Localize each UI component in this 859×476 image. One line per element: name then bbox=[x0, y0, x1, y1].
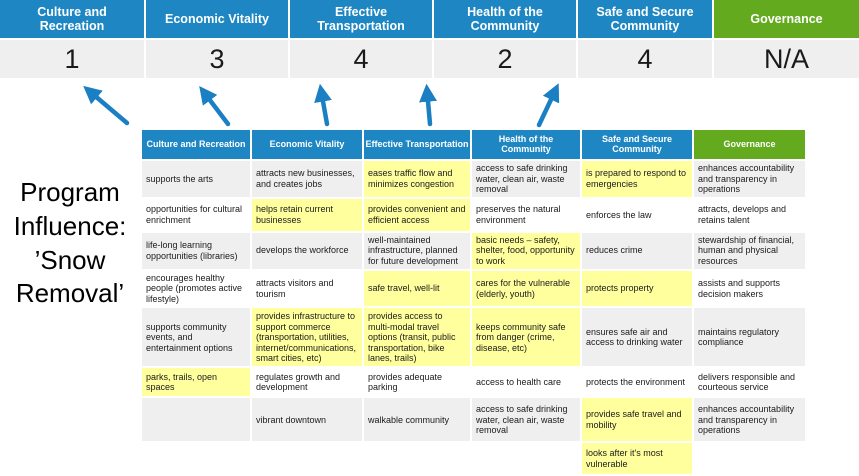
matrix-cell: ensures safe air and access to drinking water bbox=[581, 307, 693, 367]
matrix-cell-highlighted: is prepared to respond to emergencies bbox=[581, 160, 693, 198]
matrix-cell: life-long learning opportunities (libraries) bbox=[141, 232, 251, 270]
matrix-cell: well-maintained infrastructure, planned for future development bbox=[363, 232, 471, 270]
summary-header-health-of-the-community: Health of the Community bbox=[434, 0, 576, 38]
matrix-cell: enhances accountability and transparency in operations bbox=[693, 160, 806, 198]
matrix-row-3 bbox=[141, 232, 806, 270]
program-influence-matrix bbox=[140, 128, 807, 476]
matrix-cell-highlighted: cares for the vulnerable (elderly, youth) bbox=[471, 270, 581, 308]
arrow-band bbox=[0, 78, 859, 128]
matrix-cell: supports community events, and entertainment options bbox=[141, 307, 251, 367]
program-label-line: Removal’ bbox=[15, 278, 125, 309]
matrix-cell-highlighted: provides access to multi-modal travel options (transit, public transportation, bike lanes, trails) bbox=[363, 307, 471, 367]
summary-header-band bbox=[0, 0, 859, 38]
matrix-cell-highlighted: keeps community safe from danger (crime, disease, etc) bbox=[471, 307, 581, 367]
matrix-cell-highlighted: helps retain current businesses bbox=[251, 198, 363, 232]
matrix-cell-highlighted: basic needs – safety, shelter, food, opportunity to work bbox=[471, 232, 581, 270]
matrix-header-governance: Governance bbox=[693, 129, 806, 160]
matrix-header-economic-vitality: Economic Vitality bbox=[251, 129, 363, 160]
matrix-cell: supports the arts bbox=[141, 160, 251, 198]
matrix-cell-highlighted: provides convenient and efficient access bbox=[363, 198, 471, 232]
matrix-row-8 bbox=[141, 442, 806, 475]
matrix-row-5 bbox=[141, 307, 806, 367]
program-label-line: Influence: bbox=[13, 210, 127, 241]
matrix-cell-highlighted: provides infrastructure to support commerce (transportation, utilities, internet/communications, smart cities, etc) bbox=[251, 307, 363, 367]
matrix-cell bbox=[251, 442, 363, 475]
matrix-cell-highlighted: parks, trails, open spaces bbox=[141, 367, 251, 397]
matrix-row-7 bbox=[141, 397, 806, 442]
matrix-header-effective-transportation: Effective Transportation bbox=[363, 129, 471, 160]
matrix-cell-highlighted: safe travel, well-lit bbox=[363, 270, 471, 308]
summary-score-health-of-the-community: 2 bbox=[434, 40, 576, 78]
influence-arrow-2 bbox=[203, 91, 228, 124]
matrix-row-4 bbox=[141, 270, 806, 308]
matrix-cell: protects the environment bbox=[581, 367, 693, 397]
influence-arrow-4 bbox=[427, 90, 430, 124]
matrix-cell bbox=[141, 442, 251, 475]
matrix-cell: assists and supports decision makers bbox=[693, 270, 806, 308]
summary-score-band bbox=[0, 40, 859, 78]
summary-header-effective-transportation: Effective Transportation bbox=[290, 0, 432, 38]
main-area bbox=[0, 128, 859, 476]
matrix-cell: attracts visitors and tourism bbox=[251, 270, 363, 308]
matrix-cell: access to safe drinking water, clean air, waste removal bbox=[471, 397, 581, 442]
matrix-cell bbox=[693, 442, 806, 475]
summary-header-culture-and-recreation: Culture and Recreation bbox=[0, 0, 144, 38]
matrix-header-culture-and-recreation: Culture and Recreation bbox=[141, 129, 251, 160]
matrix-cell: regulates growth and development bbox=[251, 367, 363, 397]
summary-score-culture-and-recreation: 1 bbox=[0, 40, 144, 78]
matrix-row-1 bbox=[141, 160, 806, 198]
summary-score-effective-transportation: 4 bbox=[290, 40, 432, 78]
matrix-cell bbox=[471, 442, 581, 475]
matrix-cell: vibrant downtown bbox=[251, 397, 363, 442]
matrix-cell: access to health care bbox=[471, 367, 581, 397]
matrix-cell: attracts new businesses, and creates jobs bbox=[251, 160, 363, 198]
influence-arrow-3 bbox=[321, 90, 327, 124]
matrix-cell: access to safe drinking water, clean air, waste removal bbox=[471, 160, 581, 198]
summary-score-safe-and-secure-community: 4 bbox=[578, 40, 712, 78]
matrix-cell-highlighted: eases traffic flow and minimizes congestion bbox=[363, 160, 471, 198]
matrix-cell: walkable community bbox=[363, 397, 471, 442]
summary-header-safe-and-secure-community: Safe and Secure Community bbox=[578, 0, 712, 38]
matrix-header-safe-and-secure-community: Safe and Secure Community bbox=[581, 129, 693, 160]
matrix-cell: maintains regulatory compliance bbox=[693, 307, 806, 367]
matrix-cell: enhances accountability and transparency in operations bbox=[693, 397, 806, 442]
summary-score-economic-vitality: 3 bbox=[146, 40, 288, 78]
matrix-cell: opportunities for cultural enrichment bbox=[141, 198, 251, 232]
matrix-cell: encourages healthy people (promotes active lifestyle) bbox=[141, 270, 251, 308]
matrix-cell: stewardship of financial, human and physical resources bbox=[693, 232, 806, 270]
matrix-cell-highlighted: protects property bbox=[581, 270, 693, 308]
influence-arrow-5 bbox=[539, 89, 556, 125]
matrix-body bbox=[141, 160, 806, 475]
matrix-cell bbox=[141, 397, 251, 442]
matrix-cell: reduces crime bbox=[581, 232, 693, 270]
matrix-header-health-of-the-community: Health of the Community bbox=[471, 129, 581, 160]
matrix-cell: develops the workforce bbox=[251, 232, 363, 270]
matrix-cell: provides adequate parking bbox=[363, 367, 471, 397]
program-label-line: Program bbox=[20, 177, 120, 207]
matrix-cell bbox=[363, 442, 471, 475]
program-label-line: ’Snow bbox=[34, 244, 106, 275]
summary-score-governance: N/A bbox=[714, 40, 859, 78]
matrix-row-6 bbox=[141, 367, 806, 397]
matrix-cell: preserves the natural environment bbox=[471, 198, 581, 232]
matrix-cell: enforces the law bbox=[581, 198, 693, 232]
summary-header-economic-vitality: Economic Vitality bbox=[146, 0, 288, 38]
summary-header-governance: Governance bbox=[714, 0, 859, 38]
matrix-cell-highlighted: looks after it's most vulnerable bbox=[581, 442, 693, 475]
matrix-cell: delivers responsible and courteous service bbox=[693, 367, 806, 397]
matrix-header-row bbox=[141, 129, 806, 160]
influence-arrow-1 bbox=[88, 90, 127, 123]
matrix-row-2 bbox=[141, 198, 806, 232]
matrix-cell-highlighted: provides safe travel and mobility bbox=[581, 397, 693, 442]
matrix-cell: attracts, develops and retains talent bbox=[693, 198, 806, 232]
program-influence-label bbox=[0, 128, 140, 311]
